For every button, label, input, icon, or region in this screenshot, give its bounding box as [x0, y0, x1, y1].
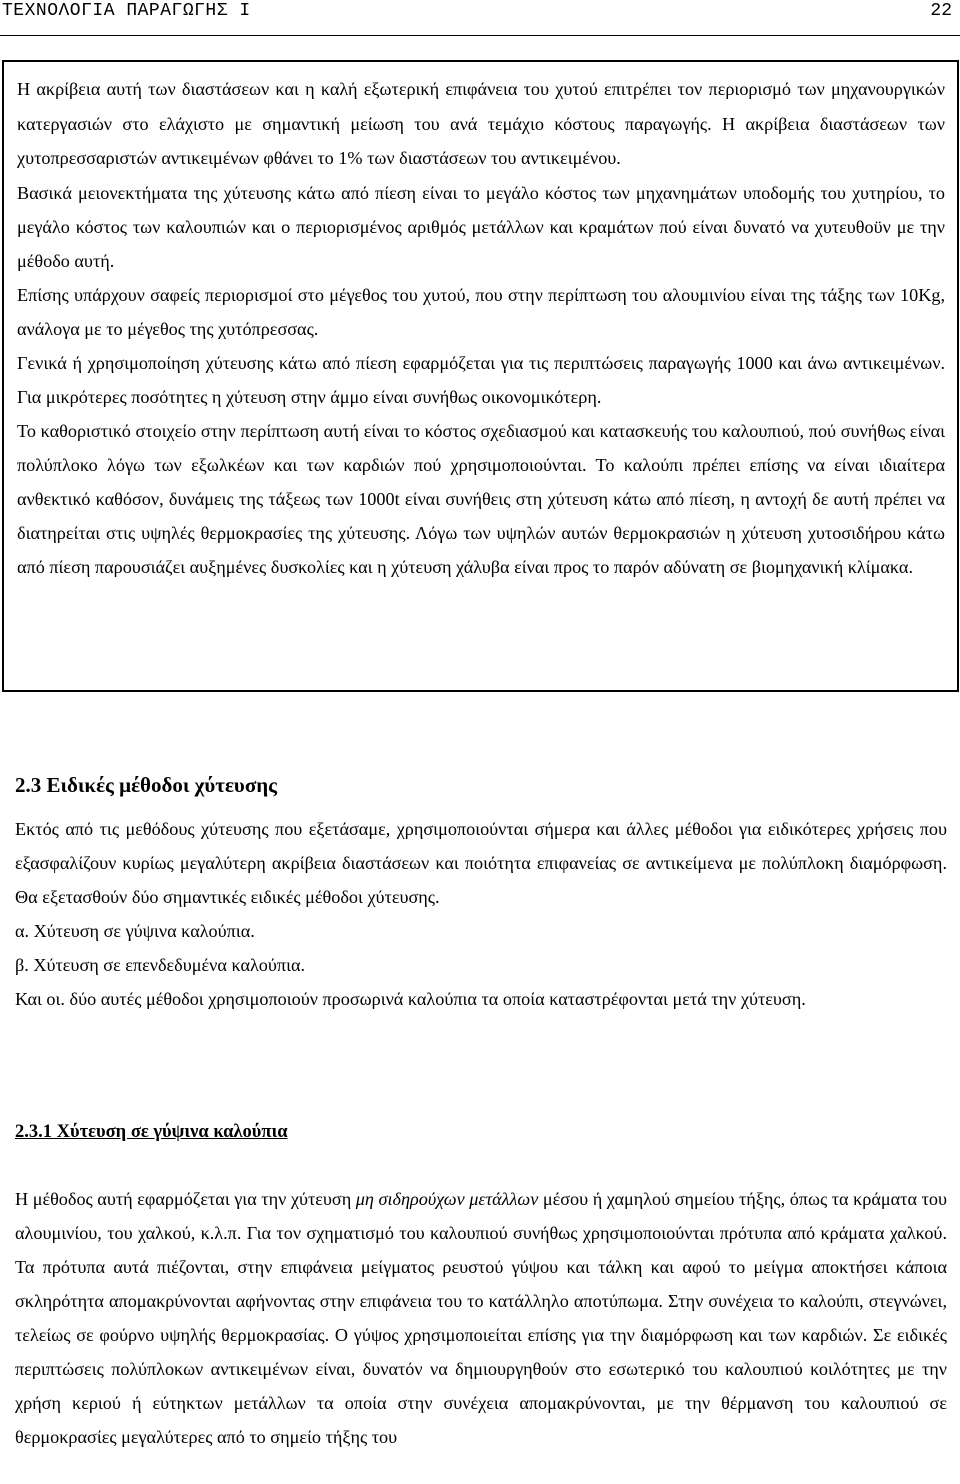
paragraph-production-volume: Γενικά ή χρησιμοποίηση χύτευσης κάτω από πίεση εφαρμόζεται για τις περιπτώσεις παραγωγής 1000 και άνω αντικειμένων. Για μικρότερες ποσότητες η χύτευση στην άμμο είναι συνήθως οικονομικότερη. [17, 352, 945, 407]
page-number: 22 [930, 1, 952, 21]
section-2-3-body [15, 812, 947, 1016]
paragraph-disadvantages: Βασικά μειονεκτήματα της χύτευσης κάτω από πίεση είναι το μεγάλο κόστος των μηχανημάτων υποδομής του χυτηρίου, το μεγάλο κόστος των καλουπιών και ο περιορισμένος αριθμός μετάλλων και κραμάτων πού είναι δυνατό να χυτευθοϋν με την μέθοδο αυτή. [17, 182, 945, 271]
text-after-italic: μέσου ή χαμηλού σημείου τήξης, όπως τα κράματα του αλουμινίου, του χαλκού, κ.λ.π. Για τον σχηματισμό του καλουπιού συνήθως χρησιμοποιούνται πρότυπα από κράματα χαλκού. Τα πρότυπα αυτά πιέζονται, στην επιφάνεια μείγματος ρευστού γύψου και τάλκη και αφού το μείγμα αποκτήσει κάποια σκληρότητα απομακρύνονται αφήνοντας στην επιφάνεια του το κατάλληλο αποτύπωμα. Στην συνέχεια το καλούπι, στεγνώνει, τελείως σε φούρνο υψηλής θερμοκρασίας. Ο γύψος χρησιμοποιείται επίσης για την διαμόρφωση και των καρδιών. Σε ειδικές περιπτώσεις πολύπλοκων αντικειμένων είναι, δυνατόν να δημιουργηθούν στο εσωτερικό του καλουπιού κοιλότητες με την χρήση κεριού ή εύτηκτων μετάλλων τα οποία στην συνέχεια απομακρύνονται, με την θέρμανση του καλουπιού σε θερμοκρασίες μεγαλύτερες από το σημείο τήξης του [15, 1189, 947, 1447]
section-2-3-intro: Εκτός από τις μεθόδους χύτευσης που εξετάσαμε, χρησιμοποιούνται σήμερα και άλλες μέθοδοι για ειδικότερες χρήσεις που εξασφαλίζουν κυρίως μεγαλύτερη ακρίβεια διαστάσεων και ποιότητα επιφανείας σε αντικείμενα με πολύπλοκη διαμόρφωση. Θα εξετασθούν δύο σημαντικές ειδικές μέθοδοι χύτευσης. [15, 819, 947, 907]
section-2-3-note: Και οι. δύο αυτές μέθοδοι χρησιμοποιούν προσωρινά καλούπια τα οποία καταστρέφονται μετά την χύτευση. [15, 989, 806, 1009]
section-2-3-1-paragraph [15, 1182, 947, 1454]
section-heading-2-3-1: 2.3.1 Χύτευση σε γύψινα καλούπια [15, 1122, 288, 1142]
header-title: ΤΕΧΝΟΛΟΓΙΑ ΠΑΡΑΓΩΓΗΣ Ι [2, 1, 251, 21]
text-before-italic: Η μέθοδος αυτή εφαρμόζεται για την χύτευση [15, 1189, 356, 1209]
paragraph-accuracy: Η ακρίβεια αυτή των διαστάσεων και η καλή εξωτερική επιφάνεια του χυτού επιτρέπει τον περιορισμό των μηχανουργικών κατεργασιών στο ελάχιστο με σημαντική μείωση του ανά τεμάχιο κόστους παραγωγής. Η ακρίβεια διαστάσεων των χυτοπρεσσαριστών αντικειμένων φθάνει το 1% των διαστάσεων του αντικειμένου. [17, 79, 945, 168]
section-2-3-1-body [15, 1182, 947, 1454]
paragraph-mould-cost: Το καθοριστικό στοιχείο στην περίπτωση αυτή είναι το κόστος σχεδιασμού και κατασκευής του καλουπιού, πού συνήθως είναι πολύπλοκο λόγω των εξωλκέων και των καρδιών πού χρησιμοποιούνται. Το καλούπι πρέπει επίσης να είναι ιδιαίτερα ανθεκτικό καθόσον, δυνάμεις της τάξεως των 1000t είναι συνήθεις στη χύτευση κάτω από πίεση, η αντοχή δε αυτή πρέπει να διατηρείται στις υψηλές θερμοκρασίες της χύτευσης. Λόγω των υψηλών αυτών θερμοκρασιών η χύτευση χυτοσιδήρου κάτω από πίεση παρουσιάζει αυξημένες δυσκολίες και η χύτευση χάλυβα είναι προς το παρόν αδύνατη σε βιομηχανική κλίμακα. [17, 420, 945, 577]
list-item-b: β. Χύτευση σε επενδεδυμένα καλούπια. [15, 955, 306, 975]
page-header [0, 0, 960, 36]
paragraph-size-limits: Επίσης υπάρχουν σαφείς περιορισμοί στο μέγεθος του χυτού, που στην περίπτωση του αλουμινίου είναι της τάξης των 10Kg, ανάλογα με το μέγεθος της χυτόπρεσσας. [17, 284, 945, 339]
italic-phrase: μη σιδηρούχων μετάλλων [355, 1189, 539, 1209]
boxed-text-frame [2, 60, 959, 692]
list-item-a: α. Χύτευση σε γύψινα καλούπια. [15, 921, 255, 941]
section-heading-2-3: 2.3 Ειδικές μέθοδοι χύτευσης [15, 773, 278, 797]
